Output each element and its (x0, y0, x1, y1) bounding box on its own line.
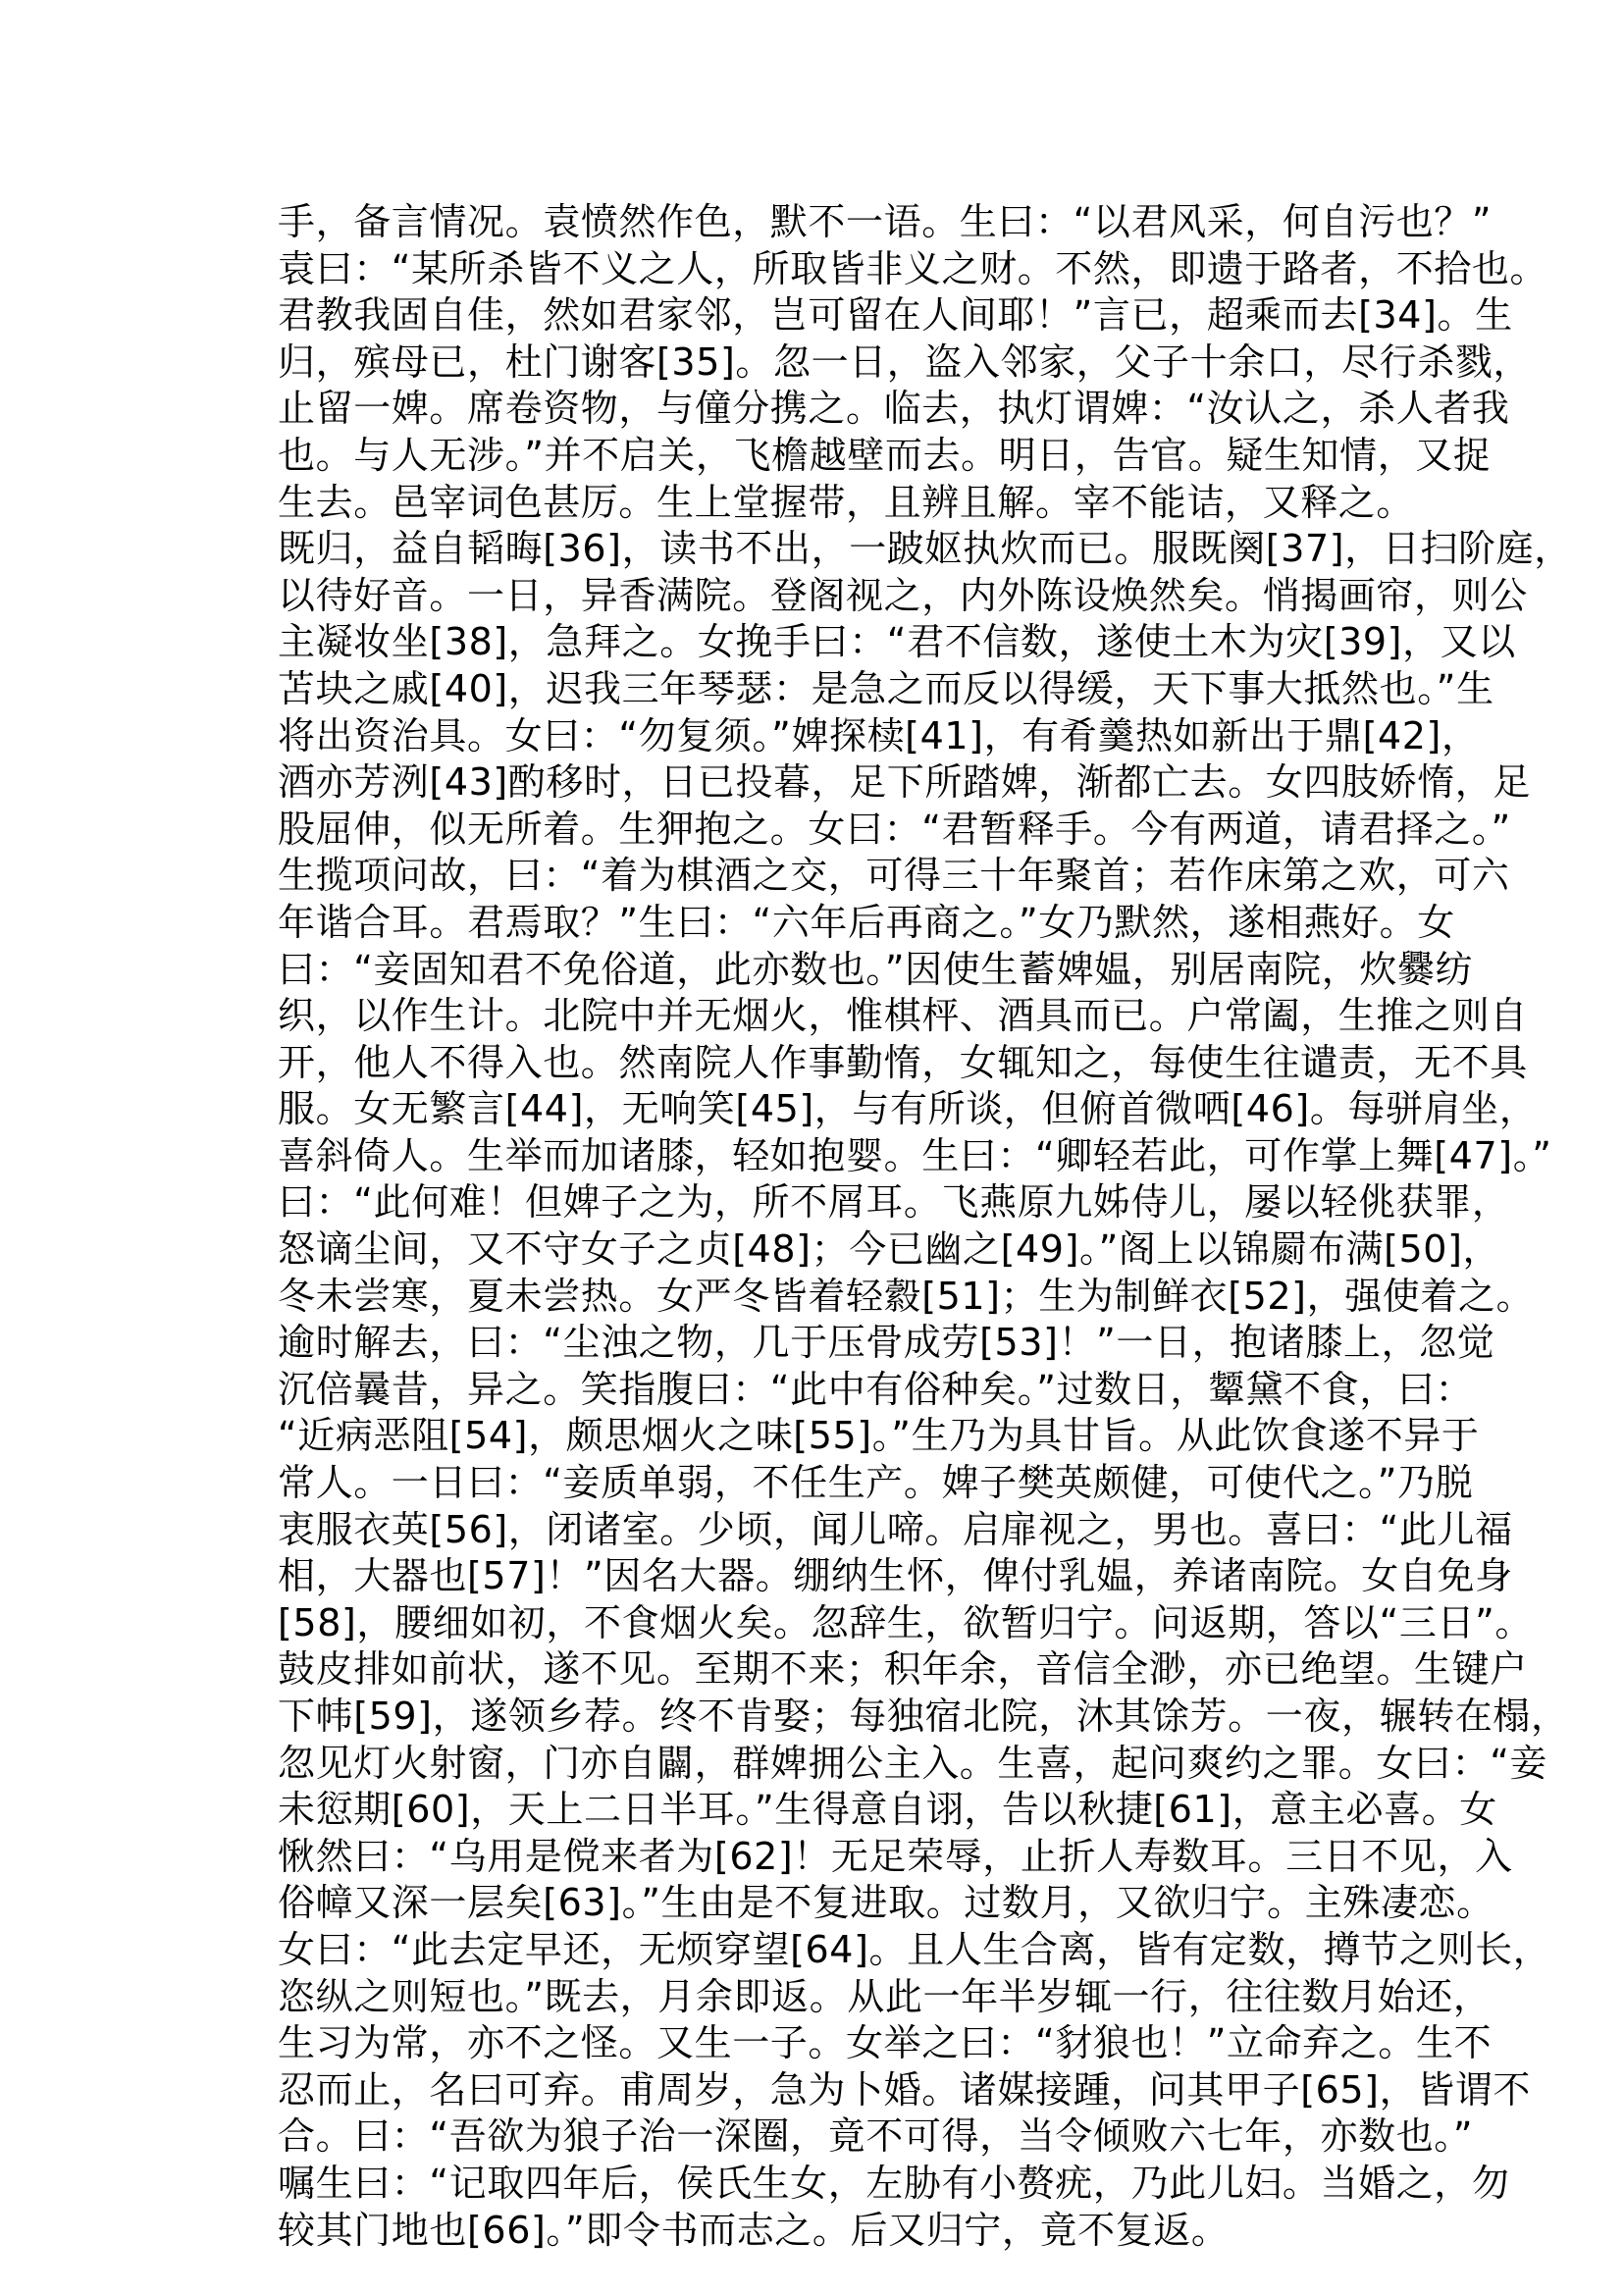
text-line: 忍而止，名曰可弃。甫周岁，急为卜婚。诸媒接踵，问其甲子[65]，皆谓不 (278, 2067, 1532, 2112)
text-line: 俗幛又深一层矣[63]。”生由是不复进取。过数月，又欲归宁。主殊凄恋。 (278, 1881, 1494, 1925)
text-line: 相，大器也[57]！”因名大器。绷纳生怀，俾付乳媪，养诸南院。女自免身 (278, 1554, 1513, 1598)
text-line: 止留一婢。席卷资物，与僮分携之。临去，执灯谓婢：“汝认之，杀人者我 (278, 387, 1510, 431)
text-line: 开，他人不得入也。然南院人作事勤惰，女辄知之，每使生往谴责，无不具 (278, 1040, 1528, 1084)
text-line: 常人。一日曰：“妾质单弱，不任生产。婢子樊英颇健，可使代之。”乃脱 (278, 1461, 1474, 1505)
text-line: 酒亦芳洌[43]酌移时，日已投暮，足下所踏婢，渐都亡去。女四肢娇惰，足 (278, 760, 1532, 805)
text-line: 衷服衣英[56]，闭诸室。少顷，闻儿啼。启扉视之，男也。喜曰：“此儿福 (278, 1507, 1513, 1551)
text-line: 下帏[59]，遂领乡荐。终不肯娶；每独宿北院，沐其馀芳。一夜，辗转在榻， (278, 1694, 1569, 1738)
text-line: 怒谪尘间，又不守女子之贞[48]；今已幽之[49]。”阁上以锦罽布满[50]， (278, 1227, 1501, 1272)
text-line: 合。曰：“吾欲为狼子治一深圈，竟不可得，当令倾败六七年，亦数也。” (278, 2114, 1474, 2159)
text-line: 喜斜倚人。生举而加诸膝，轻如抱婴。生曰：“卿轻若此，可作掌上舞[47]。” (278, 1133, 1552, 1177)
text-line: 愀然曰：“乌用是傥来者为[62]！无足荣辱，止折人寿数耳。三日不见，入 (278, 1834, 1513, 1878)
text-line: 逾时解去，曰：“尘浊之物，几于压骨成劳[53]！”一日，抱诸膝上，忽觉 (278, 1321, 1495, 1365)
text-line: 既归，益自韬晦[36]，读书不出，一跛妪执炊而已。服既阕[37]，日扫阶庭， (278, 527, 1572, 571)
text-line: 织，以作生计。北院中并无烟火，惟棋枰、酒具而已。户常阖，生推之则自 (278, 994, 1528, 1038)
text-line: 主凝妆坐[38]，急拜之。女挽手曰：“君不信数，遂使土木为灾[39]，又以 (278, 620, 1516, 664)
text-line: 较其门地也[66]。”即令书而志之。后又归宁，竟不复返。 (278, 2208, 1230, 2252)
text-line: [58]，腰细如初，不食烟火矣。忽辞生，欲暂归宁。问返期，答以“三日”。 (278, 1600, 1533, 1644)
text-line: 君教我固自佳，然如君家邻，岂可留在人间耶！”言已，超乘而去[34]。生 (278, 293, 1513, 338)
text-line: 袁曰：“某所杀皆不义之人，所取皆非义之财。不然，即遗于路者，不拾也。 (278, 246, 1548, 290)
text-line: 将出资治具。女曰：“勿复须。”婢探椟[41]，有肴羹热如新出于鼎[42]， (278, 713, 1480, 757)
text-line: 归，殡母已，杜门谢客[35]。忽一日，盗入邻家，父子十余口，尽行杀戮， (278, 339, 1532, 384)
text-line: 曰：“此何难！但婢子之为，所不屑耳。飞燕原九姊侍儿，屡以轻佻获罪， (278, 1180, 1510, 1225)
body-text (278, 199, 1572, 2254)
text-line: 生习为常，亦不之怪。又生一子。女举之曰：“豺狼也！”立命弃之。生不 (278, 2021, 1493, 2065)
text-line: 忽见灯火射窗，门亦自闢，群婢拥公主入。生喜，起问爽约之罪。女曰：“妾 (278, 1741, 1548, 1785)
text-line: 嘱生曰：“记取四年后，侯氏生女，左胁有小赘疣，乃此儿妇。当婚之，勿 (278, 2161, 1510, 2205)
text-line: 曰：“妾固知君不免俗道，此亦数也。”因使生蓄婢媪，别居南院，炊爨纺 (278, 947, 1474, 991)
text-line: 服。女无繁言[44]，无响笑[45]，与有所谈，但俯首微哂[46]。每骈肩坐， (278, 1087, 1538, 1131)
text-line: 恣纵之则短也。”既去，月余即返。从此一年半岁辄一行，往往数月始还， (278, 1974, 1492, 2018)
text-line: 未愆期[60]，天上二日半耳。”生得意自诩，告以秋捷[61]，意主必喜。女 (278, 1788, 1497, 1832)
text-line: 以待好音。一日，异香满院。登阁视之，内外陈设焕然矣。悄揭画帘，则公 (278, 573, 1528, 617)
text-line: 手，备言情况。袁愤然作色，默不一语。生曰：“以君风采，何自污也？” (278, 200, 1493, 243)
text-line: 生去。邑宰词色甚厉。生上堂握带，且辨且解。宰不能诘，又释之。 (278, 480, 1415, 524)
text-line: 苫块之戚[40]，迟我三年琴瑟：是急之而反以得缓，天下事大抵然也。”生 (278, 666, 1494, 710)
text-line: “近病恶阻[54]，颇思烟火之味[55]。”生乃为具甘旨。从此饮食遂不异于 (278, 1414, 1480, 1458)
text-line: 沉倍曩昔，异之。笑指腹曰：“此中有俗种矣。”过数日，颦黛不食，曰： (278, 1367, 1474, 1411)
text-line: 鼓皮排如前状，遂不见。至期不来；积年余，音信全渺，亦已绝望。生键户 (278, 1647, 1528, 1692)
text-line: 女曰：“此去定早还，无烦穿望[64]。且人生合离，皆有定数，撙节之则长， (278, 1927, 1551, 1971)
text-line: 年谐合耳。君焉取？”生曰：“六年后再商之。”女乃默然，遂相燕好。女 (278, 900, 1455, 944)
text-line: 冬未尝寒，夏未尝热。女严冬皆着轻縠[51]；生为制鲜衣[52]，强使着之。 (278, 1274, 1535, 1318)
text-line: 股屈伸，似无所着。生狎抱之。女曰：“君暂释手。今有两道，请君择之。” (278, 807, 1511, 851)
text-line: 也。与人无涉。”并不启关，飞檐越壁而去。明日，告官。疑生知情，又捉 (278, 433, 1492, 477)
text-line: 生揽项问故，曰：“着为棋酒之交，可得三十年聚首；若作床第之欢，可六 (278, 854, 1510, 898)
